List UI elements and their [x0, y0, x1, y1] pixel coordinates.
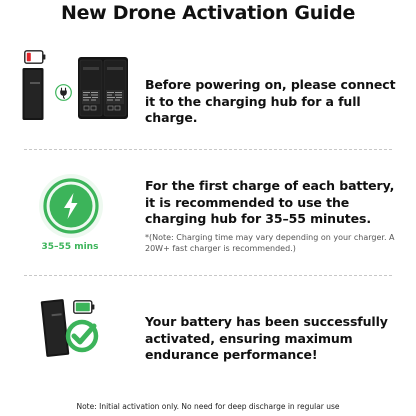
battery-full-icon [73, 300, 95, 314]
charging-plug-icon [55, 84, 72, 101]
page-title: New Drone Activation Guide [60, 2, 356, 24]
step-3-text: Your battery has been successfully activated, ensuring maximum endurance performance! [145, 314, 388, 362]
charging-bolt-circle-icon [38, 173, 104, 239]
step-2-text: For the first charge of each battery, it is recommended to use the charging hub for 35–55 minutes. [145, 178, 395, 226]
step-1-text: Before powering on, please connect it to the charging hub for a full charge. [145, 77, 396, 125]
drone-battery-pack [22, 68, 44, 120]
step-2-note: *(Note: Charging time may vary depending on your charger. A 20W+ fast charger is recommended.) [145, 233, 395, 253]
footer-note: Note: Initial activation only. No need for deep discharge in regular use [76, 402, 340, 411]
divider-1 [24, 149, 392, 150]
charging-time-label: 35–55 mins [41, 242, 99, 252]
charging-hub [78, 57, 128, 119]
success-check-icon [64, 318, 100, 354]
divider-2 [24, 275, 392, 276]
battery-low-icon [24, 50, 46, 64]
